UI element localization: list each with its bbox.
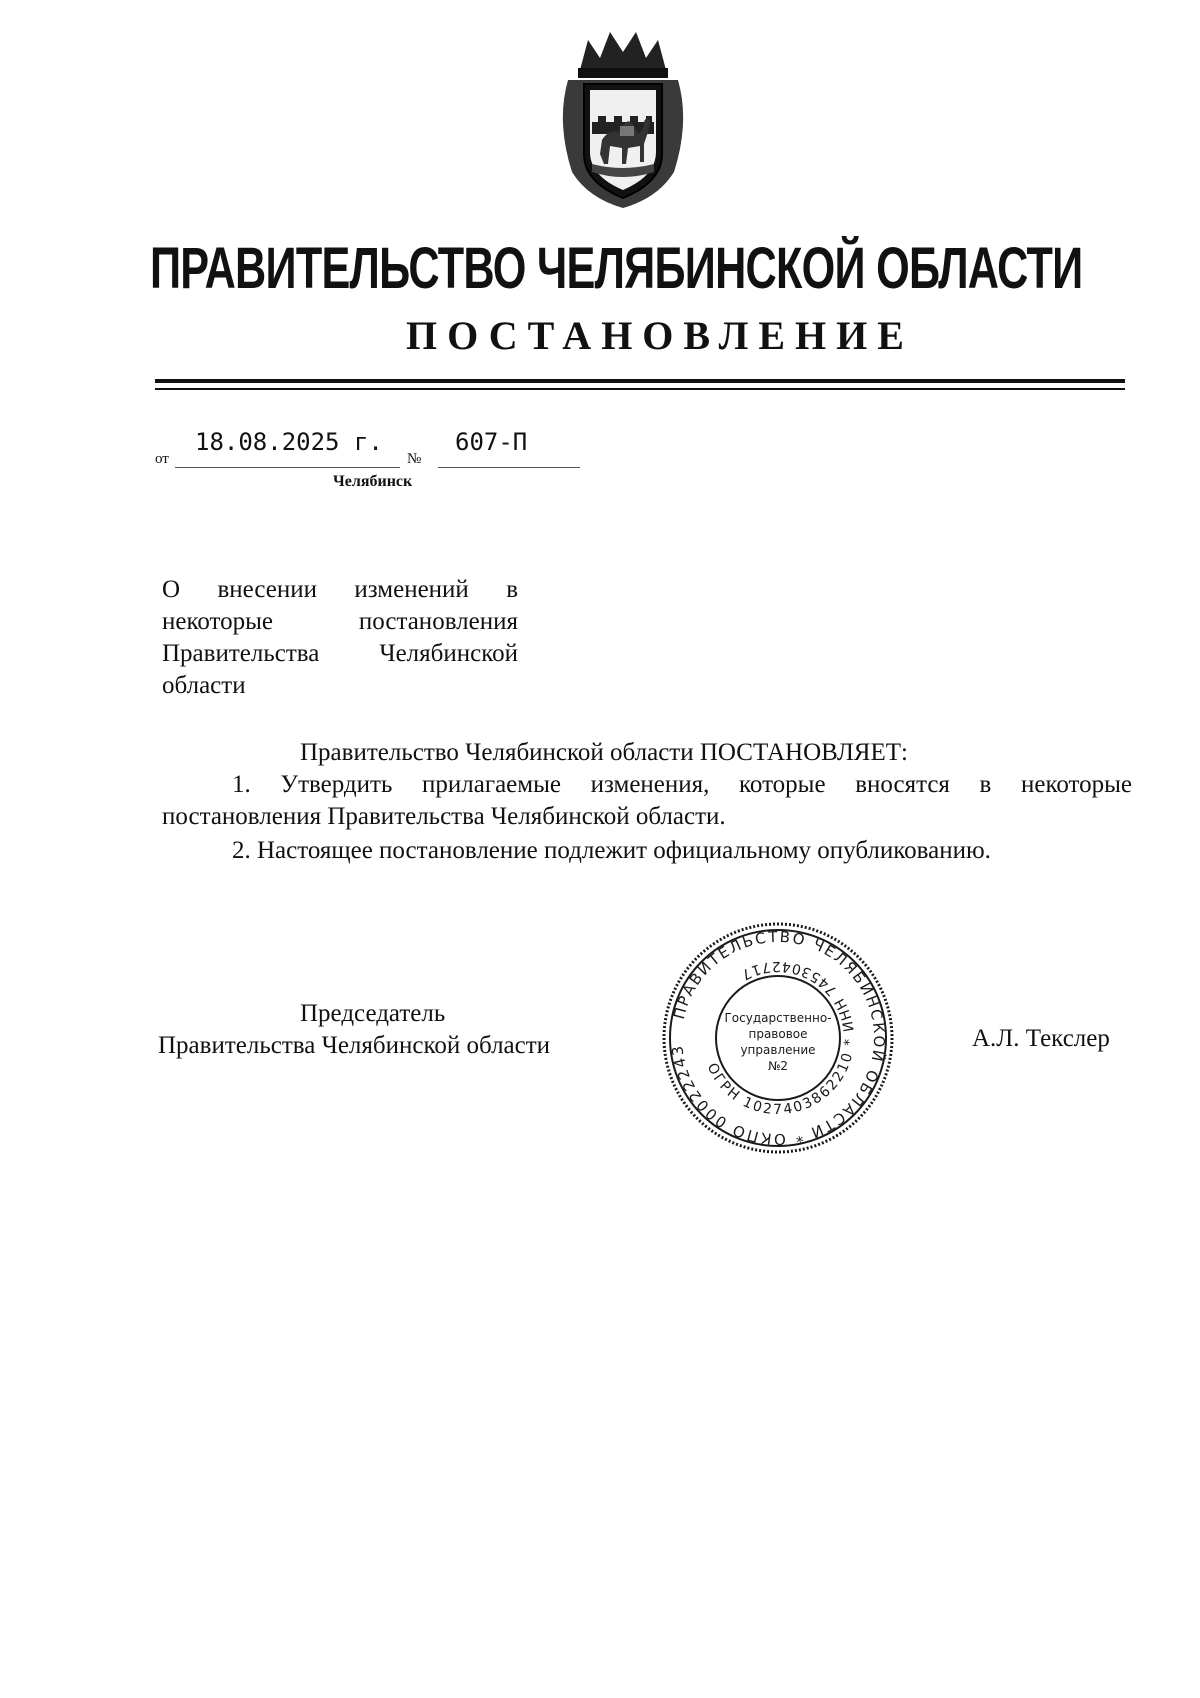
stamp-center-line: управление <box>740 1043 816 1057</box>
date-underline <box>175 467 400 468</box>
paragraph-2: 2. Настоящее постановление подлежит официальному опубликованию. <box>232 837 991 864</box>
signatory-org: Правительства Челябинской области <box>158 1032 551 1059</box>
subject-line: О внесении изменений в <box>162 576 518 603</box>
subject-line: области <box>162 672 246 699</box>
paragraph-1: 1. Утвердить прилагаемые изменения, которые вносятся в некоторые постановления Правительства Челябинской области. <box>162 771 1132 830</box>
header-divider-thick <box>155 379 1125 383</box>
stamp-outer-text: ПРАВИТЕЛЬСТВО ЧЕЛЯБИНСКОЙ ОБЛАСТИ * ОКПО 00022243 <box>668 927 889 1149</box>
stamp-center-line: №2 <box>767 1059 789 1073</box>
subject-line: некоторые постановления <box>162 608 518 635</box>
date-label: от <box>155 451 169 467</box>
document-date: 18.08.2025 г. <box>195 428 383 456</box>
stamp-inner-text: ОГРН 1027403862210 * ИНН 7453042717 <box>703 957 859 1119</box>
subject-line: Правительства Челябинской <box>162 640 518 667</box>
subject-block <box>162 574 518 702</box>
stamp-center-line: Государственно- <box>724 1011 832 1025</box>
official-stamp-icon <box>660 920 896 1156</box>
signatory-title: Председатель <box>300 1000 446 1027</box>
org-title: ПРАВИТЕЛЬСТВО ЧЕЛЯБИНСКОЙ ОБЛАСТИ <box>150 236 1083 301</box>
number-label: № <box>407 451 422 467</box>
city-name: Челябинск <box>333 473 413 490</box>
doc-type-title: ПОСТАНОВЛЕНИЕ <box>406 313 914 358</box>
stamp-center-line: правовое <box>748 1027 808 1041</box>
coat-of-arms-icon <box>558 22 688 212</box>
signatory-name: А.Л. Текслер <box>972 1025 1110 1052</box>
header-divider-thin <box>155 388 1125 390</box>
document-number: 607-П <box>455 428 528 456</box>
resolution-intro: Правительство Челябинской области ПОСТАНОВЛЯЕТ: <box>300 739 908 766</box>
number-underline <box>438 467 580 468</box>
